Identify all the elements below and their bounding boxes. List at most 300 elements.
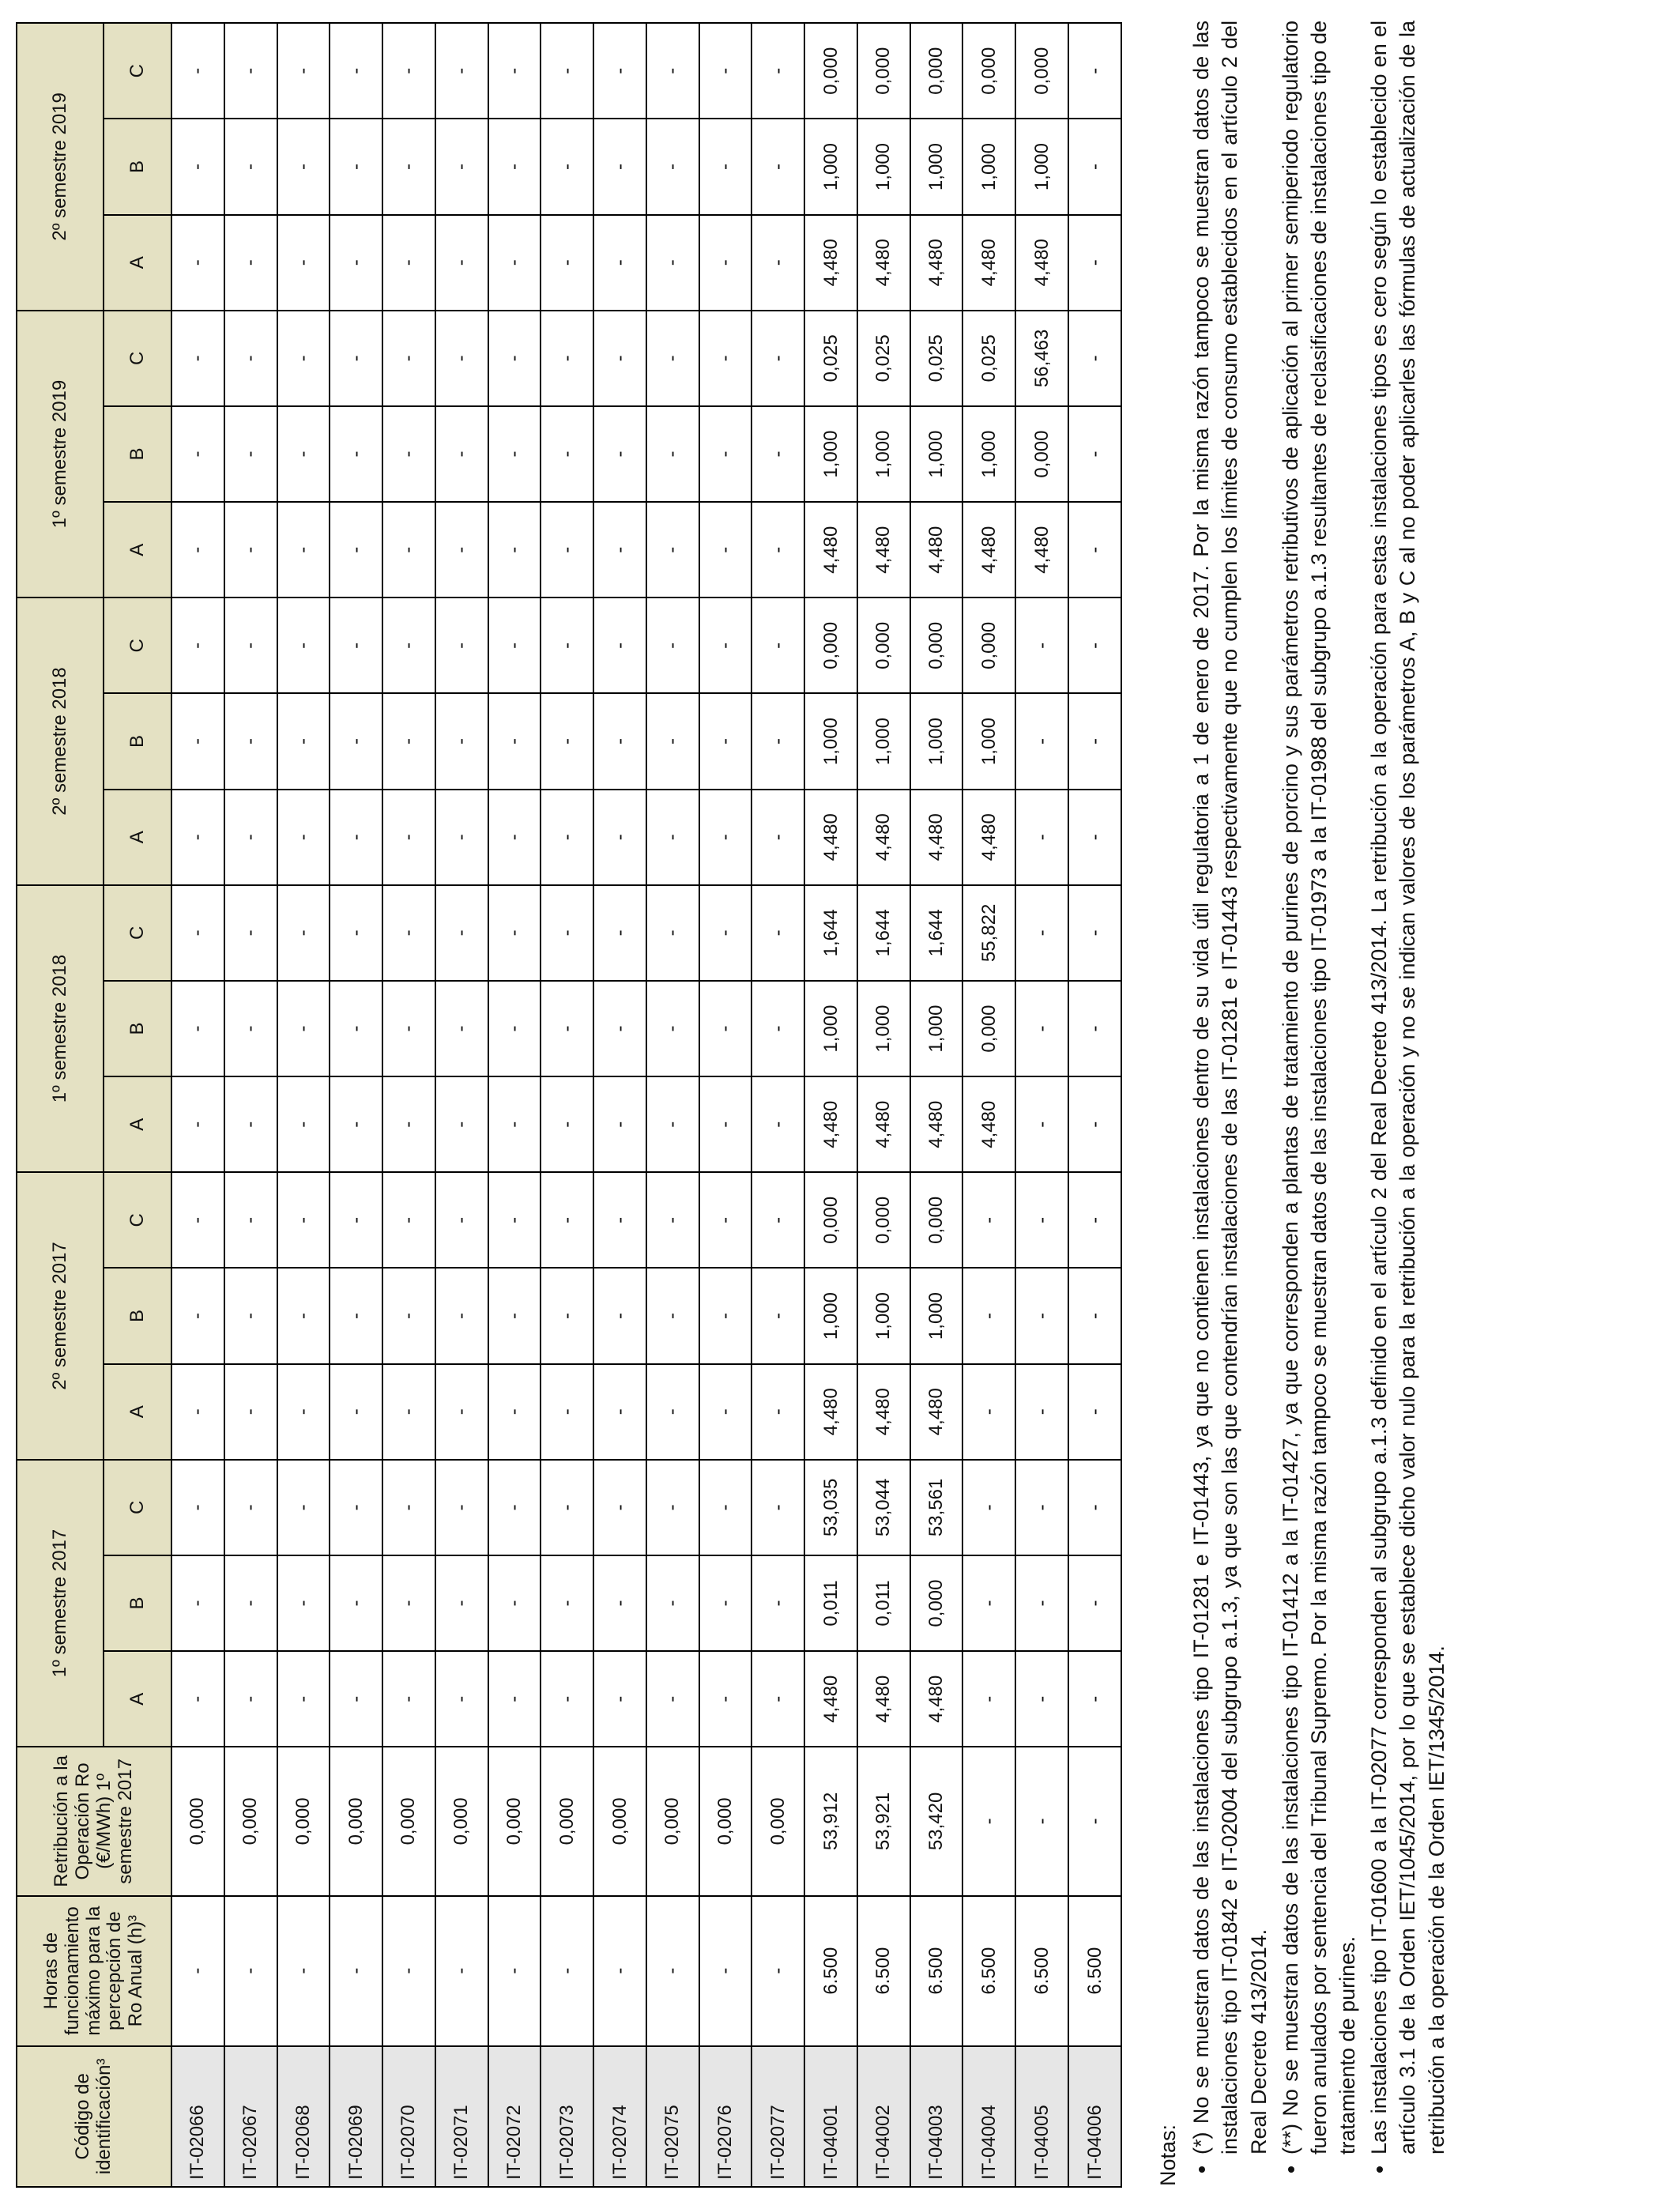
cell-value: - <box>699 1555 752 1651</box>
cell-code: IT-04004 <box>962 2046 1015 2187</box>
cell-value: - <box>699 790 752 885</box>
cell-value: - <box>224 406 277 502</box>
cell-value: - <box>382 1076 435 1172</box>
cell-value: - <box>171 1364 224 1460</box>
cell-value: - <box>699 693 752 789</box>
cell-value: - <box>171 1555 224 1651</box>
cell-value: - <box>1068 311 1121 406</box>
notes-title: Notas: <box>1156 2124 1180 2186</box>
cell-value: - <box>277 1172 330 1268</box>
cell-value: - <box>962 1172 1015 1268</box>
header-param: B <box>104 693 171 789</box>
cell-value: - <box>224 598 277 693</box>
cell-hours: - <box>435 1896 488 2046</box>
cell-value: 0,000 <box>857 23 910 119</box>
cell-value: - <box>751 119 804 214</box>
header-param: A <box>104 1651 171 1747</box>
cell-value: - <box>277 1555 330 1651</box>
cell-value: - <box>277 23 330 119</box>
note-item: • (*) No se muestran datos de las instalaciones tipo IT-01281 e IT-01443, ya que no contienen instalaciones dentro de su vida útil regulatoria a 1 de enero de 2017. Por la misma razón tampoco se muestran datos de las instalaciones tipo IT-01842 e IT-02004 del subgrupo a.1.3, ya que son las que contendrían instalaciones de las IT-01281 e IT-01443 respectivamente que no cumplen los límites de consumo establecidos en el artículo 2 del Real Decreto 413/2014. <box>1187 21 1273 2154</box>
cell-value: - <box>646 1268 699 1363</box>
cell-value: - <box>330 406 382 502</box>
cell-value: - <box>699 598 752 693</box>
cell-value: 53,561 <box>910 1460 963 1555</box>
cell-value: - <box>330 1172 382 1268</box>
cell-value: 4,480 <box>804 1076 857 1172</box>
cell-value: 4,480 <box>910 502 963 598</box>
cell-code: IT-02072 <box>488 2046 541 2187</box>
header-period: 2º semestre 2018 <box>17 598 104 885</box>
table-row <box>1015 23 1068 2187</box>
cell-value: - <box>646 981 699 1076</box>
cell-value: 4,480 <box>804 215 857 311</box>
cell-value: - <box>488 1460 541 1555</box>
cell-value: 0,025 <box>962 311 1015 406</box>
cell-value: 53,035 <box>804 1460 857 1555</box>
cell-value: 1,000 <box>857 693 910 789</box>
cell-ro: - <box>1068 1747 1121 1895</box>
cell-ro: 53,420 <box>910 1747 963 1895</box>
cell-ro: 0,000 <box>699 1747 752 1895</box>
cell-ro: 0,000 <box>277 1747 330 1895</box>
cell-value: - <box>541 598 593 693</box>
cell-value: 0,000 <box>1015 406 1068 502</box>
cell-value: - <box>646 693 699 789</box>
cell-value: 1,000 <box>962 693 1015 789</box>
cell-value: - <box>330 311 382 406</box>
cell-value: - <box>382 598 435 693</box>
cell-value: - <box>382 790 435 885</box>
cell-value: 1,000 <box>804 119 857 214</box>
cell-value: - <box>593 1555 646 1651</box>
cell-value: - <box>751 23 804 119</box>
cell-ro: 0,000 <box>646 1747 699 1895</box>
cell-value: - <box>330 1651 382 1747</box>
cell-value: - <box>435 23 488 119</box>
cell-value: - <box>435 790 488 885</box>
cell-value: - <box>330 1364 382 1460</box>
cell-value: - <box>171 598 224 693</box>
cell-value: 0,000 <box>804 598 857 693</box>
table-row <box>541 23 593 2187</box>
cell-value: - <box>751 1460 804 1555</box>
cell-value: - <box>277 693 330 789</box>
cell-ro: 0,000 <box>751 1747 804 1895</box>
cell-value: - <box>435 311 488 406</box>
cell-value: - <box>330 119 382 214</box>
cell-value: - <box>224 1460 277 1555</box>
table-row <box>699 23 752 2187</box>
cell-value: - <box>224 119 277 214</box>
cell-value: 4,480 <box>857 1076 910 1172</box>
cell-value: - <box>751 215 804 311</box>
cell-value: - <box>593 1364 646 1460</box>
cell-value: - <box>171 311 224 406</box>
cell-value: - <box>382 693 435 789</box>
cell-ro: 0,000 <box>330 1747 382 1895</box>
cell-value: - <box>593 1460 646 1555</box>
cell-hours: - <box>751 1896 804 2046</box>
header-param: C <box>104 598 171 693</box>
cell-value: - <box>593 119 646 214</box>
cell-value: 1,000 <box>804 693 857 789</box>
cell-value: 55,822 <box>962 885 1015 981</box>
cell-value: - <box>171 215 224 311</box>
cell-value: 4,480 <box>857 1364 910 1460</box>
cell-value: - <box>1068 1172 1121 1268</box>
cell-value: - <box>1015 981 1068 1076</box>
cell-code: IT-02069 <box>330 2046 382 2187</box>
cell-value: - <box>1068 119 1121 214</box>
cell-value: - <box>171 406 224 502</box>
header-param: C <box>104 885 171 981</box>
cell-code: IT-02067 <box>224 2046 277 2187</box>
cell-value: 4,480 <box>962 215 1015 311</box>
cell-ro: 0,000 <box>382 1747 435 1895</box>
header-period: 1º semestre 2019 <box>17 311 104 598</box>
cell-hours: - <box>224 1896 277 2046</box>
cell-value: 1,644 <box>804 885 857 981</box>
cell-value: - <box>488 215 541 311</box>
cell-value: - <box>382 1268 435 1363</box>
cell-value: - <box>751 502 804 598</box>
cell-value: 0,000 <box>804 23 857 119</box>
cell-value: - <box>435 885 488 981</box>
cell-value: - <box>541 1460 593 1555</box>
cell-value: - <box>646 1172 699 1268</box>
cell-value: - <box>488 311 541 406</box>
cell-value: - <box>224 790 277 885</box>
cell-value: - <box>330 1268 382 1363</box>
cell-value: - <box>751 1651 804 1747</box>
header-param: C <box>104 311 171 406</box>
cell-value: 53,044 <box>857 1460 910 1555</box>
cell-value: - <box>1015 790 1068 885</box>
cell-value: - <box>1068 693 1121 789</box>
cell-value: 4,480 <box>910 790 963 885</box>
cell-value: - <box>435 1555 488 1651</box>
cell-value: - <box>541 1364 593 1460</box>
cell-value: 1,000 <box>910 1268 963 1363</box>
cell-value: 4,480 <box>962 1076 1015 1172</box>
header-ro: Retribución a la Operación Ro (€/MWh) 1º semestre 2017 <box>17 1747 171 1895</box>
cell-value: - <box>699 885 752 981</box>
table-row <box>593 23 646 2187</box>
table-row <box>646 23 699 2187</box>
cell-code: IT-02070 <box>382 2046 435 2187</box>
cell-value: - <box>382 981 435 1076</box>
cell-value: - <box>646 119 699 214</box>
cell-value: - <box>541 1555 593 1651</box>
cell-hours: - <box>382 1896 435 2046</box>
table-body <box>171 23 1121 2187</box>
cell-value: - <box>224 885 277 981</box>
cell-value: - <box>435 1460 488 1555</box>
cell-hours: - <box>593 1896 646 2046</box>
cell-hours: - <box>171 1896 224 2046</box>
cell-value: - <box>541 1076 593 1172</box>
cell-value: - <box>1015 1076 1068 1172</box>
cell-value: - <box>224 23 277 119</box>
cell-ro: 0,000 <box>435 1747 488 1895</box>
cell-value: - <box>277 790 330 885</box>
cell-code: IT-04006 <box>1068 2046 1121 2187</box>
cell-value: 4,480 <box>910 1651 963 1747</box>
cell-value: 4,480 <box>962 502 1015 598</box>
cell-value: 4,480 <box>804 502 857 598</box>
cell-value: - <box>1015 1268 1068 1363</box>
cell-value: - <box>382 23 435 119</box>
cell-hours: 6.500 <box>962 1896 1015 2046</box>
cell-value: - <box>171 790 224 885</box>
cell-value: 0,025 <box>804 311 857 406</box>
cell-value: - <box>382 1172 435 1268</box>
cell-value: 0,000 <box>857 1172 910 1268</box>
cell-hours: 6.500 <box>1015 1896 1068 2046</box>
cell-value: - <box>646 311 699 406</box>
cell-value: - <box>488 1364 541 1460</box>
cell-value: - <box>962 1460 1015 1555</box>
cell-value: - <box>224 981 277 1076</box>
cell-value: - <box>646 885 699 981</box>
header-param: A <box>104 790 171 885</box>
cell-value: 1,000 <box>962 119 1015 214</box>
cell-value: - <box>541 502 593 598</box>
cell-value: - <box>435 981 488 1076</box>
cell-value: - <box>330 693 382 789</box>
cell-value: - <box>224 1555 277 1651</box>
table-row <box>435 23 488 2187</box>
cell-value: - <box>751 1172 804 1268</box>
cell-ro: 53,921 <box>857 1747 910 1895</box>
cell-value: 1,644 <box>910 885 963 981</box>
cell-value: - <box>593 885 646 981</box>
cell-value: - <box>593 215 646 311</box>
cell-value: - <box>435 502 488 598</box>
cell-hours: 6.500 <box>804 1896 857 2046</box>
cell-value: 0,000 <box>804 1172 857 1268</box>
header-period: 1º semestre 2018 <box>17 885 104 1173</box>
cell-value: - <box>962 1555 1015 1651</box>
cell-value: - <box>1068 885 1121 981</box>
cell-ro: - <box>1015 1747 1068 1895</box>
cell-value: - <box>593 311 646 406</box>
cell-hours: - <box>541 1896 593 2046</box>
table-row <box>857 23 910 2187</box>
cell-value: - <box>646 1076 699 1172</box>
cell-value: - <box>1015 598 1068 693</box>
cell-value: - <box>541 981 593 1076</box>
cell-value: 0,000 <box>1015 23 1068 119</box>
cell-value: - <box>171 1460 224 1555</box>
cell-value: - <box>593 23 646 119</box>
cell-value: - <box>646 790 699 885</box>
header-param: B <box>104 1268 171 1363</box>
header-param: A <box>104 215 171 311</box>
cell-value: - <box>382 885 435 981</box>
cell-value: - <box>699 1364 752 1460</box>
cell-value: - <box>171 885 224 981</box>
cell-value: - <box>382 215 435 311</box>
cell-value: 0,025 <box>910 311 963 406</box>
cell-value: - <box>699 119 752 214</box>
cell-value: 4,480 <box>857 502 910 598</box>
cell-code: IT-02075 <box>646 2046 699 2187</box>
cell-value: - <box>699 1268 752 1363</box>
cell-value: - <box>751 1364 804 1460</box>
cell-value: - <box>1015 1172 1068 1268</box>
table-row <box>277 23 330 2187</box>
cell-code: IT-02071 <box>435 2046 488 2187</box>
cell-value: 1,644 <box>857 885 910 981</box>
cell-value: - <box>277 1076 330 1172</box>
cell-value: - <box>646 1651 699 1747</box>
header-param: B <box>104 981 171 1076</box>
cell-value: - <box>1068 1364 1121 1460</box>
cell-ro: 53,912 <box>804 1747 857 1895</box>
cell-value: - <box>962 1268 1015 1363</box>
cell-code: IT-02077 <box>751 2046 804 2187</box>
cell-value: - <box>488 406 541 502</box>
cell-value: - <box>330 23 382 119</box>
cell-value: - <box>435 119 488 214</box>
cell-value: 1,000 <box>804 406 857 502</box>
cell-value: - <box>224 1076 277 1172</box>
table-row <box>382 23 435 2187</box>
cell-value: - <box>593 981 646 1076</box>
cell-value: 1,000 <box>910 693 963 789</box>
cell-hours: - <box>646 1896 699 2046</box>
cell-value: - <box>171 119 224 214</box>
cell-value: - <box>330 215 382 311</box>
cell-value: - <box>488 23 541 119</box>
cell-value: - <box>1068 23 1121 119</box>
cell-hours: - <box>699 1896 752 2046</box>
cell-value: - <box>751 311 804 406</box>
cell-value: - <box>488 693 541 789</box>
cell-value: 0,025 <box>857 311 910 406</box>
cell-value: - <box>1068 1460 1121 1555</box>
cell-value: - <box>435 1172 488 1268</box>
cell-value: 1,000 <box>910 119 963 214</box>
cell-value: - <box>1068 598 1121 693</box>
cell-value: - <box>751 885 804 981</box>
cell-code: IT-04002 <box>857 2046 910 2187</box>
cell-hours: - <box>488 1896 541 2046</box>
cell-value: - <box>699 1172 752 1268</box>
cell-value: - <box>330 981 382 1076</box>
cell-value: - <box>593 1172 646 1268</box>
cell-code: IT-02076 <box>699 2046 752 2187</box>
cell-value: 4,480 <box>910 1076 963 1172</box>
cell-value: - <box>699 23 752 119</box>
cell-value: - <box>171 1076 224 1172</box>
cell-value: - <box>330 502 382 598</box>
table-row <box>224 23 277 2187</box>
cell-value: - <box>382 1364 435 1460</box>
cell-value: - <box>1015 1460 1068 1555</box>
cell-value: - <box>277 1460 330 1555</box>
cell-value: - <box>171 693 224 789</box>
header-period: 1º semestre 2017 <box>17 1460 104 1747</box>
header-code: Código de identificación³ <box>17 2046 171 2187</box>
cell-ro: 0,000 <box>224 1747 277 1895</box>
cell-value: - <box>699 981 752 1076</box>
cell-value: 4,480 <box>857 1651 910 1747</box>
cell-value: - <box>224 1651 277 1747</box>
cell-value: - <box>435 215 488 311</box>
cell-value: - <box>435 1364 488 1460</box>
cell-value: 1,000 <box>804 981 857 1076</box>
cell-value: - <box>1068 406 1121 502</box>
cell-value: - <box>646 502 699 598</box>
cell-value: 0,000 <box>962 981 1015 1076</box>
cell-code: IT-04003 <box>910 2046 963 2187</box>
cell-value: 4,480 <box>857 790 910 885</box>
cell-value: - <box>488 1172 541 1268</box>
cell-value: - <box>171 1268 224 1363</box>
cell-value: - <box>382 406 435 502</box>
header-param: A <box>104 502 171 598</box>
table-row <box>488 23 541 2187</box>
notes-list <box>1187 21 1451 2186</box>
cell-value: - <box>277 119 330 214</box>
cell-value: - <box>751 693 804 789</box>
cell-value: - <box>435 693 488 789</box>
cell-value: - <box>382 1555 435 1651</box>
cell-value: - <box>699 311 752 406</box>
cell-value: - <box>224 215 277 311</box>
cell-value: - <box>277 981 330 1076</box>
cell-ro: - <box>962 1747 1015 1895</box>
cell-value: - <box>541 1172 593 1268</box>
header-param: C <box>104 1460 171 1555</box>
cell-value: - <box>277 311 330 406</box>
notes-section <box>1154 21 1454 2186</box>
cell-value: 0,000 <box>857 598 910 693</box>
cell-value: 4,480 <box>910 1364 963 1460</box>
cell-value: 0,000 <box>962 598 1015 693</box>
cell-hours: 6.500 <box>1068 1896 1121 2046</box>
cell-value: - <box>699 215 752 311</box>
cell-value: - <box>541 790 593 885</box>
header-param: A <box>104 1364 171 1460</box>
cell-value: - <box>330 1555 382 1651</box>
cell-value: - <box>277 1651 330 1747</box>
cell-value: - <box>962 1364 1015 1460</box>
cell-value: - <box>1015 1364 1068 1460</box>
cell-value: - <box>171 23 224 119</box>
cell-value: - <box>751 790 804 885</box>
header-param: B <box>104 119 171 214</box>
cell-value: 1,000 <box>1015 119 1068 214</box>
cell-ro: 0,000 <box>488 1747 541 1895</box>
cell-value: - <box>435 1651 488 1747</box>
cell-value: - <box>593 1076 646 1172</box>
cell-value: - <box>330 1460 382 1555</box>
cell-value: - <box>277 1364 330 1460</box>
cell-value: - <box>330 1076 382 1172</box>
cell-code: IT-02073 <box>541 2046 593 2187</box>
cell-value: - <box>224 1172 277 1268</box>
cell-hours: - <box>277 1896 330 2046</box>
cell-value: - <box>1068 1076 1121 1172</box>
cell-value: - <box>646 23 699 119</box>
cell-value: - <box>1068 1555 1121 1651</box>
cell-value: 4,480 <box>804 1651 857 1747</box>
cell-value: - <box>1068 981 1121 1076</box>
cell-value: 4,480 <box>962 790 1015 885</box>
